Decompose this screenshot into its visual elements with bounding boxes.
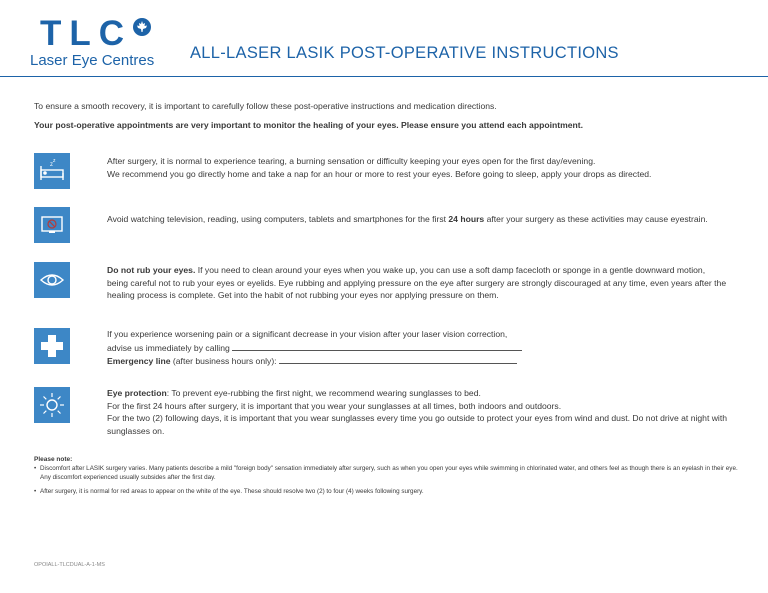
section-emergency-call-text: advise us immediately by calling	[107, 342, 230, 353]
section-eye-protection-line1	[107, 387, 727, 400]
section-eye-protection-line3: For the two (2) following days, it is important that you wear sunglasses every time you go outside to protect your eyes from wind and dust. Do not drive at night with sunglasses on.	[107, 413, 728, 436]
section-screens	[107, 213, 727, 226]
section-screens-text-b: after your surgery as these activities may cause eyestrain.	[484, 214, 708, 224]
intro-emphasis: Your post-operative appointments are very important to monitor the healing of your eyes. Please ensure you attend each appointment.	[34, 120, 583, 130]
intro-text: To ensure a smooth recovery, it is important to carefully follow these post-operative instructions and medication directions.	[34, 101, 497, 111]
section-rest-line1: After surgery, it is normal to experience tearing, a burning sensation or difficulty keeping your eyes open for the first day/evening.	[107, 156, 596, 166]
sleep-bed-icon	[34, 153, 70, 189]
note-bullet: •	[34, 465, 37, 472]
emergency-line-field[interactable]	[279, 354, 517, 364]
section-emergency-line2	[107, 341, 727, 355]
svg-text:z: z	[53, 158, 56, 164]
note-item	[34, 465, 740, 482]
document-code: OPOIALL-TLCDUAL-A-1-MS	[34, 562, 105, 568]
phone-number-field[interactable]	[232, 341, 522, 351]
section-eye-protection	[107, 387, 727, 437]
section-emergency-line3	[107, 354, 727, 368]
section-rest-line2: We recommend you go directly home and take a nap for an hour or more to rest your eyes. Before going to sleep, apply your drops as directed.	[107, 168, 652, 179]
tlc-logo	[30, 14, 170, 69]
page-title: ALL-LASER LASIK POST-OPERATIVE INSTRUCTIONS	[190, 44, 619, 62]
notes-heading: Please note:	[34, 456, 73, 463]
medical-cross-icon	[34, 328, 70, 364]
eye-icon	[34, 262, 70, 298]
header-divider	[0, 76, 768, 77]
logo-subtitle: Laser Eye Centres	[30, 52, 155, 69]
note-item-text: Discomfort after LASIK surgery varies. Many patients describe a mild "foreign body" sensation immediately after surgery, such as when you open your eyes while swimming in chlorinated water, and others feel as though there is an eyelash in their eye. Any discomfort experienced usually subsides after the first day.	[40, 465, 738, 481]
section-no-rubbing-text: If you need to clean around your eyes when you wake up, you can use a soft damp facecloth or sponge in a gentle downward motion, being careful not to rub your eyes or eyelids. Eye rubbing and applying pressure on the eye after surgery are strongly discouraged at any time, even years after the healing process is complete. Get into the habit of not rubbing your eyes nor applying pressure on them.	[107, 265, 727, 301]
section-screens-text-a: Avoid watching television, reading, using computers, tablets and smartphones for the first	[107, 214, 449, 224]
note-item	[34, 488, 740, 497]
note-bullet: •	[34, 488, 37, 495]
sun-icon	[34, 387, 70, 423]
note-item-text: After surgery, it is normal for red areas to appear on the white of the eye. These should resolve two (2) to four (4) weeks following surgery.	[40, 488, 424, 495]
section-emergency-bold: Emergency line	[107, 356, 171, 367]
svg-text:z: z	[50, 162, 53, 168]
section-emergency-after-hours: (after business hours only):	[170, 356, 277, 367]
section-rest	[107, 155, 727, 180]
logo-mark: TLC	[40, 14, 133, 53]
section-no-rubbing	[107, 264, 727, 302]
maple-leaf-icon	[132, 17, 152, 37]
no-screen-icon	[34, 207, 70, 243]
section-eye-protection-text1: : To prevent eye-rubbing the first night, we recommend wearing sunglasses to bed.	[166, 388, 481, 398]
section-no-rubbing-bold: Do not rub your eyes.	[107, 265, 196, 275]
section-eye-protection-line2: For the first 24 hours after surgery, it is important that you wear your sunglasses at all times, both indoors and outdoors.	[107, 400, 562, 411]
section-eye-protection-bold: Eye protection	[107, 388, 167, 398]
section-emergency	[107, 328, 727, 368]
section-screens-bold: 24 hours	[448, 214, 485, 224]
section-emergency-line1: If you experience worsening pain or a significant decrease in your vision after your laser vision correction,	[107, 329, 508, 339]
